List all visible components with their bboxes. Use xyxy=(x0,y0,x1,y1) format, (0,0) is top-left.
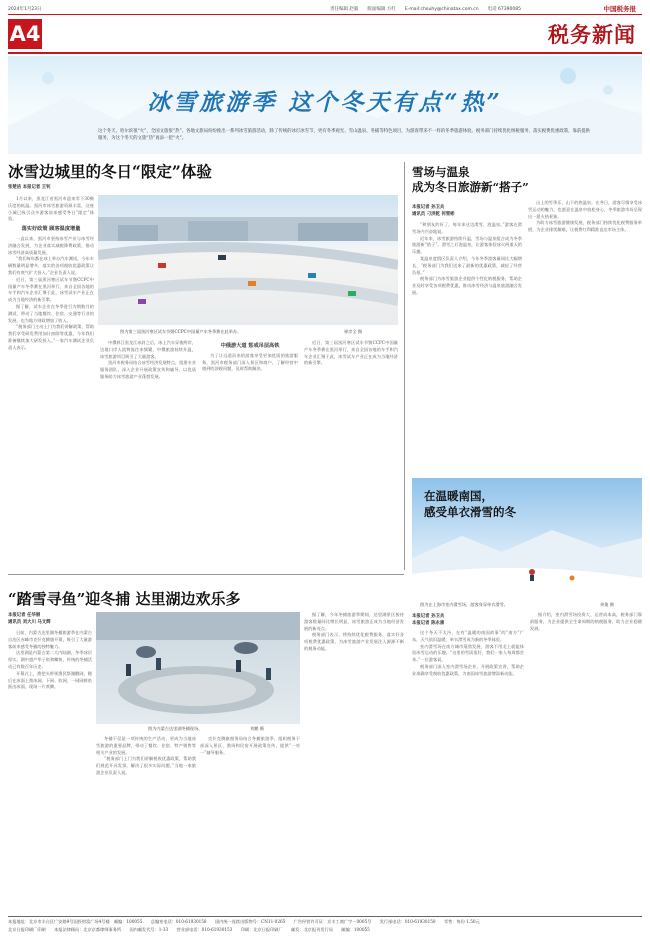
article1-column-2 xyxy=(100,340,196,568)
article3-caption-credit: 余俊 摄 xyxy=(600,602,614,607)
article1-title: 冰雪边城里的冬日“限定”体验 xyxy=(8,162,212,181)
article3-title-line-1: 在温暖南国， xyxy=(424,489,493,503)
section-divider xyxy=(8,574,404,575)
article3-column-1 xyxy=(412,630,524,912)
paragraph: 某温泉度假区负责人介绍，今年冬季游客量同比大幅增长，“税务部门为我们送来了最新的优惠政策，减轻了经营负担。” xyxy=(412,255,522,275)
paragraph: 日前，内蒙古达里湖冬捕旅游季在内蒙古自治区赤峰市克什克腾旗开幕，吸引了大量游客前来感受冬捕的独特魅力。 xyxy=(8,630,92,649)
article4-byline-1: 本报记者 任华丽 xyxy=(8,613,41,618)
article1-photo-scene xyxy=(98,195,398,325)
article2-column-1 xyxy=(412,222,522,472)
paragraph: 据了解，试车企业在冬季进行为期数月的测试，带动了当地餐饮、住宿、交通等行业的发展，也为地方财政增加了收入。 xyxy=(8,303,94,323)
article1-caption: 图为第三届黑河寒区试车节暨CCPC中国量产车冬季赛在此举办。 xyxy=(120,329,242,334)
article3-photo xyxy=(412,478,642,598)
paragraph: 一直以来，黑河市坚持冰雪产业与冰雪经济融合发展，为企业落实减税降费政策，推动冰雪经济高质量发展。 xyxy=(8,235,94,255)
article4-photo-scene xyxy=(96,612,300,724)
paragraph: 中俄界江黑龙江冰封之后，冰上汽车穿梭两岸，边境口岸人流物流往来频繁，中俄旅游持续升温，冰雪旅游项目吸引了大量游客。 xyxy=(100,340,196,359)
article1-column-1 xyxy=(8,196,94,568)
page-number: A4 xyxy=(8,19,42,49)
article3-column-2 xyxy=(530,612,642,912)
paragraph: “税务部门上门为我们讲解税收优惠政策，帮助我们规范开具发票，解决了很多实际问题。”当地一家旅游企业负责人说。 xyxy=(96,756,196,775)
article1-column-4 xyxy=(304,340,398,568)
paragraph: 据介绍，室内滑雪场投资大、运营成本高，税务部门靠前服务，为企业提供全生命周期的纳税服务，助力企业稳健发展。 xyxy=(530,612,642,631)
footer-line-2: 北京日报印刷厂印刷 本报法律顾问：北京京都律师事务所 国内邮发代号：1-33 营业部电话：010-61930153 印刷：北京日报印刷厂 邮发：北京报刊发行局 邮编：100055 xyxy=(8,927,370,932)
paragraph: 近年来，冰雪旅游持续升温，雪场与温泉组合成为冬季旅游新“搭子”。滑雪之后泡温泉，让游客体验冰火两重天的乐趣。 xyxy=(412,235,522,255)
article1-subhead-2: 中俄游大道 惩戒吊层高铁 xyxy=(220,343,280,349)
column-divider xyxy=(404,162,405,570)
issue-date: 2024年1月23日 xyxy=(8,7,42,12)
paragraph: 达里湖是内蒙古第二大内陆湖，冬季冰层厚实，湖中盛产华子鱼和鲫鱼，传统的冬捕活动已有数百年历史。 xyxy=(8,650,92,669)
article3-title xyxy=(424,488,516,520)
paragraph: 据了解，今年冬捕旅游季期间，达里湖景区接待游客数量同比增长明显，冰雪旅游正成为当地经济发展的新亮点。 xyxy=(304,612,404,631)
article3-byline xyxy=(412,613,444,627)
article2-title-line-2: 成为冬日旅游新“搭子” xyxy=(412,180,529,194)
paragraph: 冬捕不仅是一项传统的生产活动，更成为当地冰雪旅游的重要品牌，带动了餐饮、住宿、特产销售等相关产业的发展。 xyxy=(96,736,196,755)
article3-byline-1: 本报记者 孙卫兵 xyxy=(412,614,445,619)
article1-subhead-1: 落实好政策 顾客温度增量 xyxy=(21,226,81,233)
article4-caption: 图为内蒙古达里湖冬捕现场。 xyxy=(148,726,203,731)
article3-byline-2: 本报记者 陈永康 xyxy=(412,621,445,626)
article3-caption: 图为在上海市室内滑雪场，游客身穿单衣滑雪。 xyxy=(420,602,508,607)
article2-title-line-1: 雪场与温泉 xyxy=(412,165,470,179)
article4-byline-2: 通讯员 刘大川 马文辉 xyxy=(8,620,51,625)
article1-photo xyxy=(98,195,398,325)
paragraph: 近日，第三届黑河寒区试车节暨CCPC中国量产车冬季赛在黑河举行，来自全国各地的车手和汽车企业汇聚于此，冰雪试车产业正在成为当地经济的新引擎。 xyxy=(304,340,398,366)
paragraph: “税务部门主动上门为我们讲解政策，帮助我们享受研发费用加计扣除等优惠，今年我们准备继续加大研发投入。”一家汽车测试企业负责人表示。 xyxy=(8,324,94,350)
banner-title: 冰雪旅游季 这个冬天有点“热” xyxy=(147,89,503,116)
article3-title-line-2: 感受单衣滑雪的冬 xyxy=(424,505,516,519)
banner-intro: 这个冬天，哈尔滨很“火”，全国文旅很“热”。各地文旅局纷纷推出一系列冰雪旅游活动，除了传统的冰灯冰雪节，更有冬季观光、雪山温泉、冬捕等特色项目，为游客带来不一样的冬季旅游体验。税务部门持续优化纳税服务，落实税费优惠政策，靠前提供服务，为这个冬天的文旅“热”再添一把“火”。 xyxy=(98,129,591,141)
footer-rule xyxy=(8,916,642,917)
article2-byline-2: 通讯员 刁洪乾 何雪彬 xyxy=(412,212,455,217)
paragraph: 1月以来，黑龙江省黑河市迎来零下30摄氏度的低温。黑河市冰雪旅游资源丰富，这座小城已吸引众多游客前来感受冬日“限定”体验。 xyxy=(8,196,94,222)
paragraph: 克什克腾旗税务局结合冬捕旅游季，组织税务干部深入景区、渔场和民宿开展政策宣传，提供“一对一”辅导服务。 xyxy=(200,736,300,755)
banner xyxy=(8,56,642,154)
newspaper-logo: 中国税务报 xyxy=(603,5,636,13)
paragraph: 近日，第三届黑河寒区试车节暨CCPC中国量产车冬季赛在黑河举行，来自全国各地的车手和汽车企业汇聚于此，冰雪试车产业正在成为当地经济的新引擎。 xyxy=(8,276,94,303)
article1-caption-credit: 崔彦全 摄 xyxy=(344,329,363,334)
header-top-rule xyxy=(8,14,642,15)
editor-contacts: 责任编辑 赵毅 版面编辑 方红 E-mail:chouhy@chinatax.com.cn 电话 67390085 xyxy=(330,7,521,12)
paragraph: 为助力冰雪旅游健康发展，税务部门持续优化税费服务举措，为企业排忧解难，让税费红利精准直达市场主体。 xyxy=(528,220,642,233)
section-title: 税务新闻 xyxy=(548,22,636,47)
article2-byline-1: 本报记者 孙卫兵 xyxy=(412,205,445,210)
footer-line-1: 本报地址：北京市丰台区广安路9号国投财富广场4号楼 邮编：100055 总编室电话：010-61930158 国内统一连续出版物号：CN11-0265 广告经营许可证：京丰工商广字－0005号 发行部电话：010-61930150 零售：每份 1.50元 xyxy=(8,919,480,924)
article4-photo xyxy=(96,612,300,724)
paragraph: 税务部门为冰雪旅游企业提供个性化纳税服务，帮助企业及时享受各项税费优惠，推动冰雪经济与温泉旅游融合发展。 xyxy=(412,276,522,295)
paragraph: 为了让远道而来的游客享受更加优质的旅游服务，黑河市税务部门深入景区和商户，了解经营中遇到的涉税问题，及时帮助解决。 xyxy=(202,352,298,372)
article4-column-1 xyxy=(8,630,92,912)
paragraph: 税务部门深入室内滑雪场企业，开展政策宣讲，帮助企业准确享受税收优惠政策，为南国冰雪旅游增添新动能。 xyxy=(412,663,524,676)
paragraph: “和朋友约好了，每年来这边滑雪、泡温泉。”游客在滑雪场内兴奋地说。 xyxy=(412,222,522,234)
paragraph: 山上的雪季乐，山下的热温泉。在冬日，游客尽情享受冰雪运动的魅力，也愿意在温泉中放松身心，冬季旅游市场呈现出一派火热景象。 xyxy=(528,200,642,219)
article4-byline xyxy=(8,612,51,626)
article2-column-2 xyxy=(528,200,642,472)
article1-byline: 张楚洁 本报记者 王钊 xyxy=(8,185,51,190)
article1-column-3 xyxy=(202,340,298,568)
article2-title xyxy=(412,165,529,195)
paragraph: 开幕式上，渔把头带领渔民祭湖醒网，随后在冰面上凿冰洞、下网、收网，一网网鲜鱼跃出冰面，现场一片欢腾。 xyxy=(8,670,92,690)
paragraph: “我们每年都在冰上举办汽车测试，今年车辆数量明显增多，落实的各项税收优惠政策让我们有底气扩大投入。”企业负责人说。 xyxy=(8,256,94,275)
article4-title: “踏雪寻鱼”迎冬捕 达里湖边欢乐多 xyxy=(8,590,241,608)
paragraph: 室内滑雪场在南方城市蓬勃发展，游客不用北上就能体验冰雪运动的乐趣。“这里的雪质很好，我们一家人每周都会来。”一位游客说。 xyxy=(412,643,524,663)
header-bottom-rule xyxy=(8,52,642,54)
article4-column-4 xyxy=(304,612,404,912)
paragraph: 这个冬天不太冷，在有“温暖的南国故事”的“南方”广东，天气依旧温暖，单衣滑雪成为新的冬季体验。 xyxy=(412,630,524,642)
paragraph: 黑河市税务局结合冰雪经济发展特点，组建专业服务团队，深入企业开展政策宣传和辅导，以优质服务助力冰雪旅游产业蓬勃发展。 xyxy=(100,360,196,379)
article4-column-3 xyxy=(200,736,300,912)
paragraph: 税务部门表示，将持续优化税费服务，落实好各项税费优惠政策，为冰雪旅游产业发展注入源源不断的税务动能。 xyxy=(304,632,404,651)
article2-byline xyxy=(412,204,455,218)
article4-caption-credit: 刘鹏 摄 xyxy=(250,726,264,731)
article4-column-2 xyxy=(96,736,196,912)
